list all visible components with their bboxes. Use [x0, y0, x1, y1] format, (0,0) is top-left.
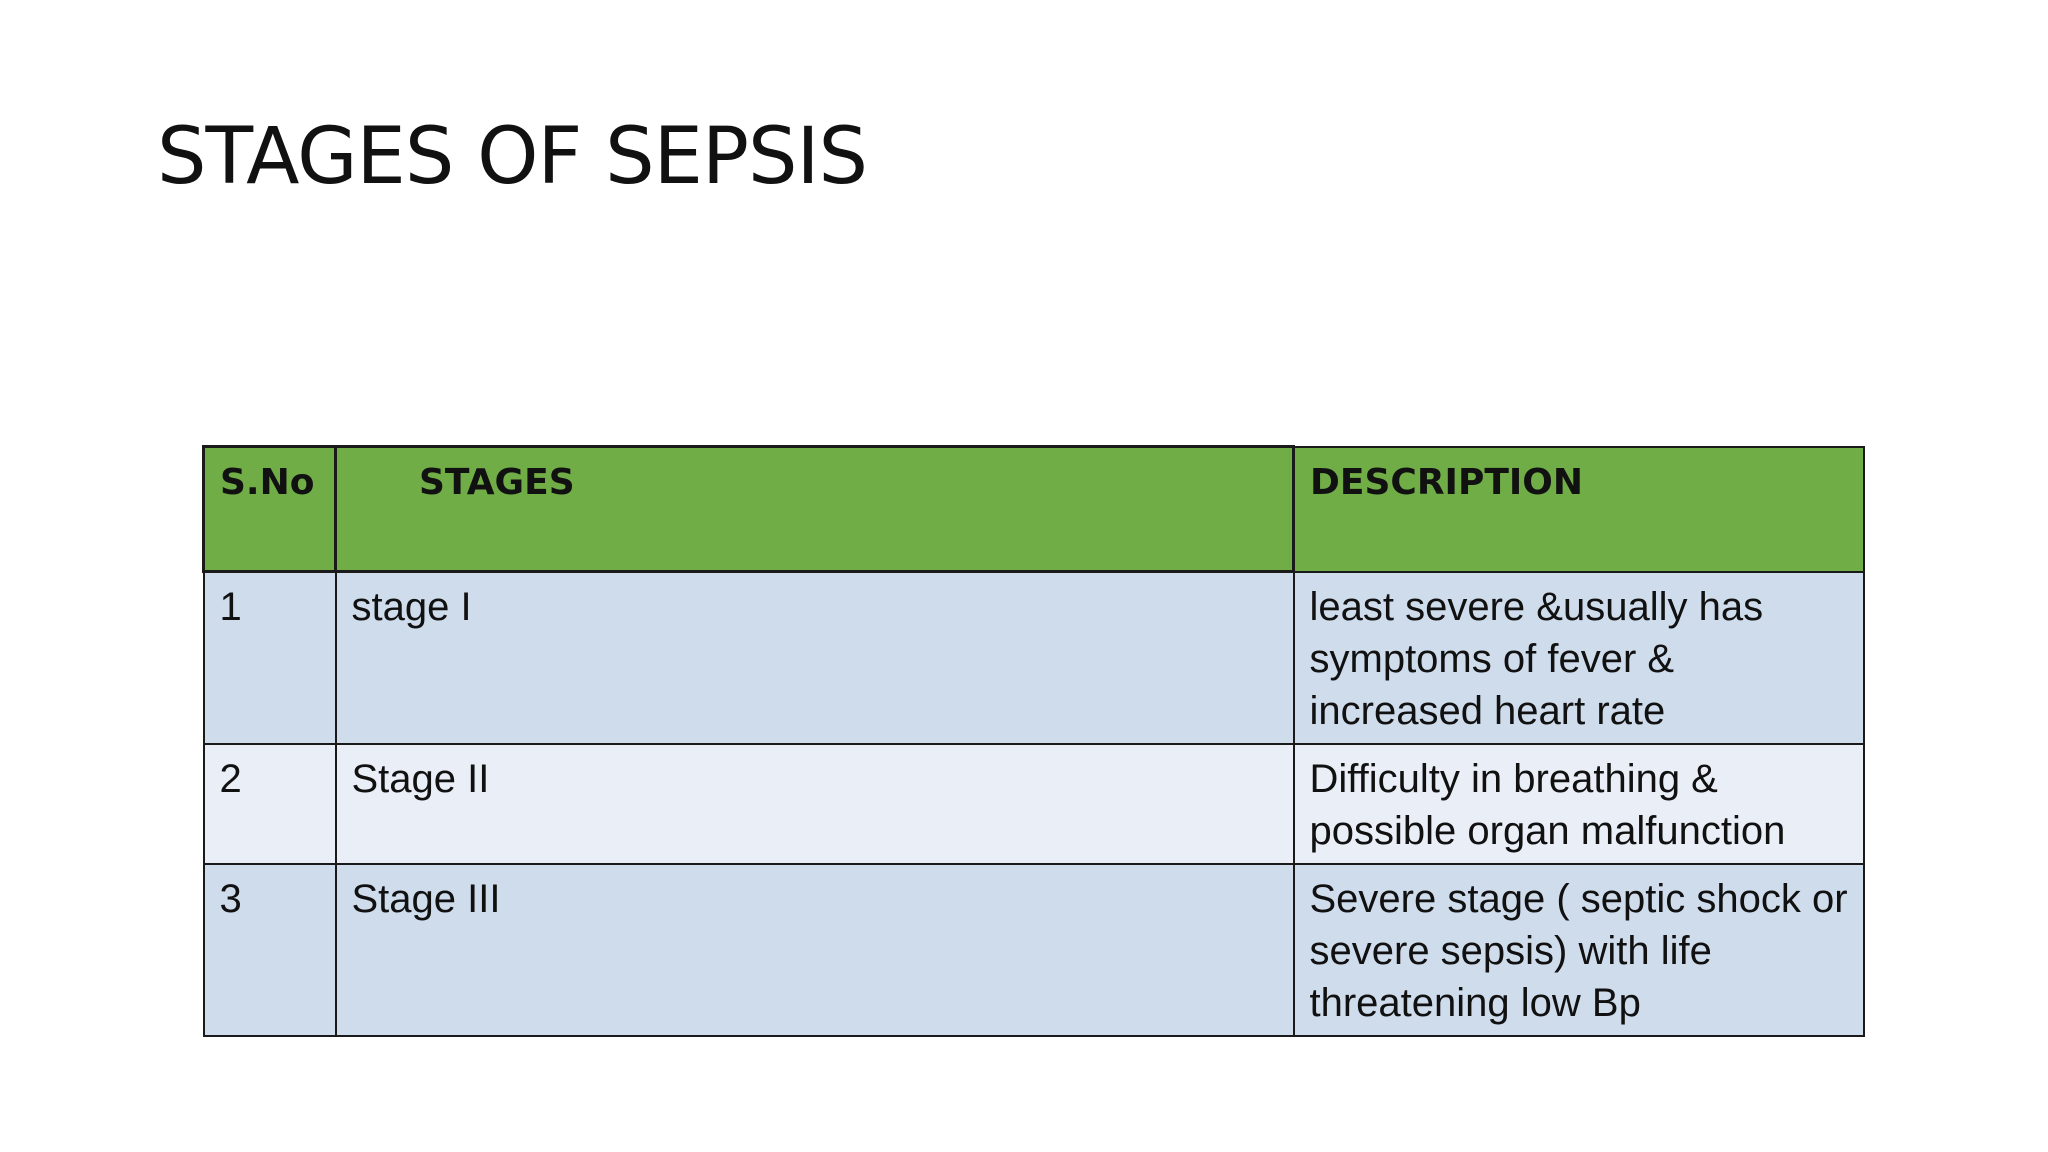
cell-description: least severe &usually has symptoms of fever & increased heart rate	[1294, 572, 1864, 745]
table-row	[204, 864, 1864, 1036]
cell-sno: 3	[204, 864, 336, 1036]
slide-title: STAGES OF SEPSIS	[157, 112, 868, 202]
cell-stage: stage I	[336, 572, 1294, 745]
cell-stage: Stage II	[336, 744, 1294, 864]
cell-sno: 1	[204, 572, 336, 745]
cell-description: Severe stage ( septic shock or severe sepsis) with life threatening low Bp	[1294, 864, 1864, 1036]
sepsis-stages-table	[202, 445, 1865, 1037]
table-row	[204, 744, 1864, 864]
table-body	[204, 572, 1864, 1037]
cell-description: Difficulty in breathing & possible organ malfunction	[1294, 744, 1864, 864]
header-description: DESCRIPTION	[1294, 447, 1864, 572]
header-sno: S.No	[204, 447, 336, 572]
header-stages: STAGES	[336, 447, 1294, 572]
table-row	[204, 572, 1864, 745]
cell-stage: Stage III	[336, 864, 1294, 1036]
header-row	[204, 447, 1864, 572]
table-header	[204, 447, 1864, 572]
cell-sno: 2	[204, 744, 336, 864]
